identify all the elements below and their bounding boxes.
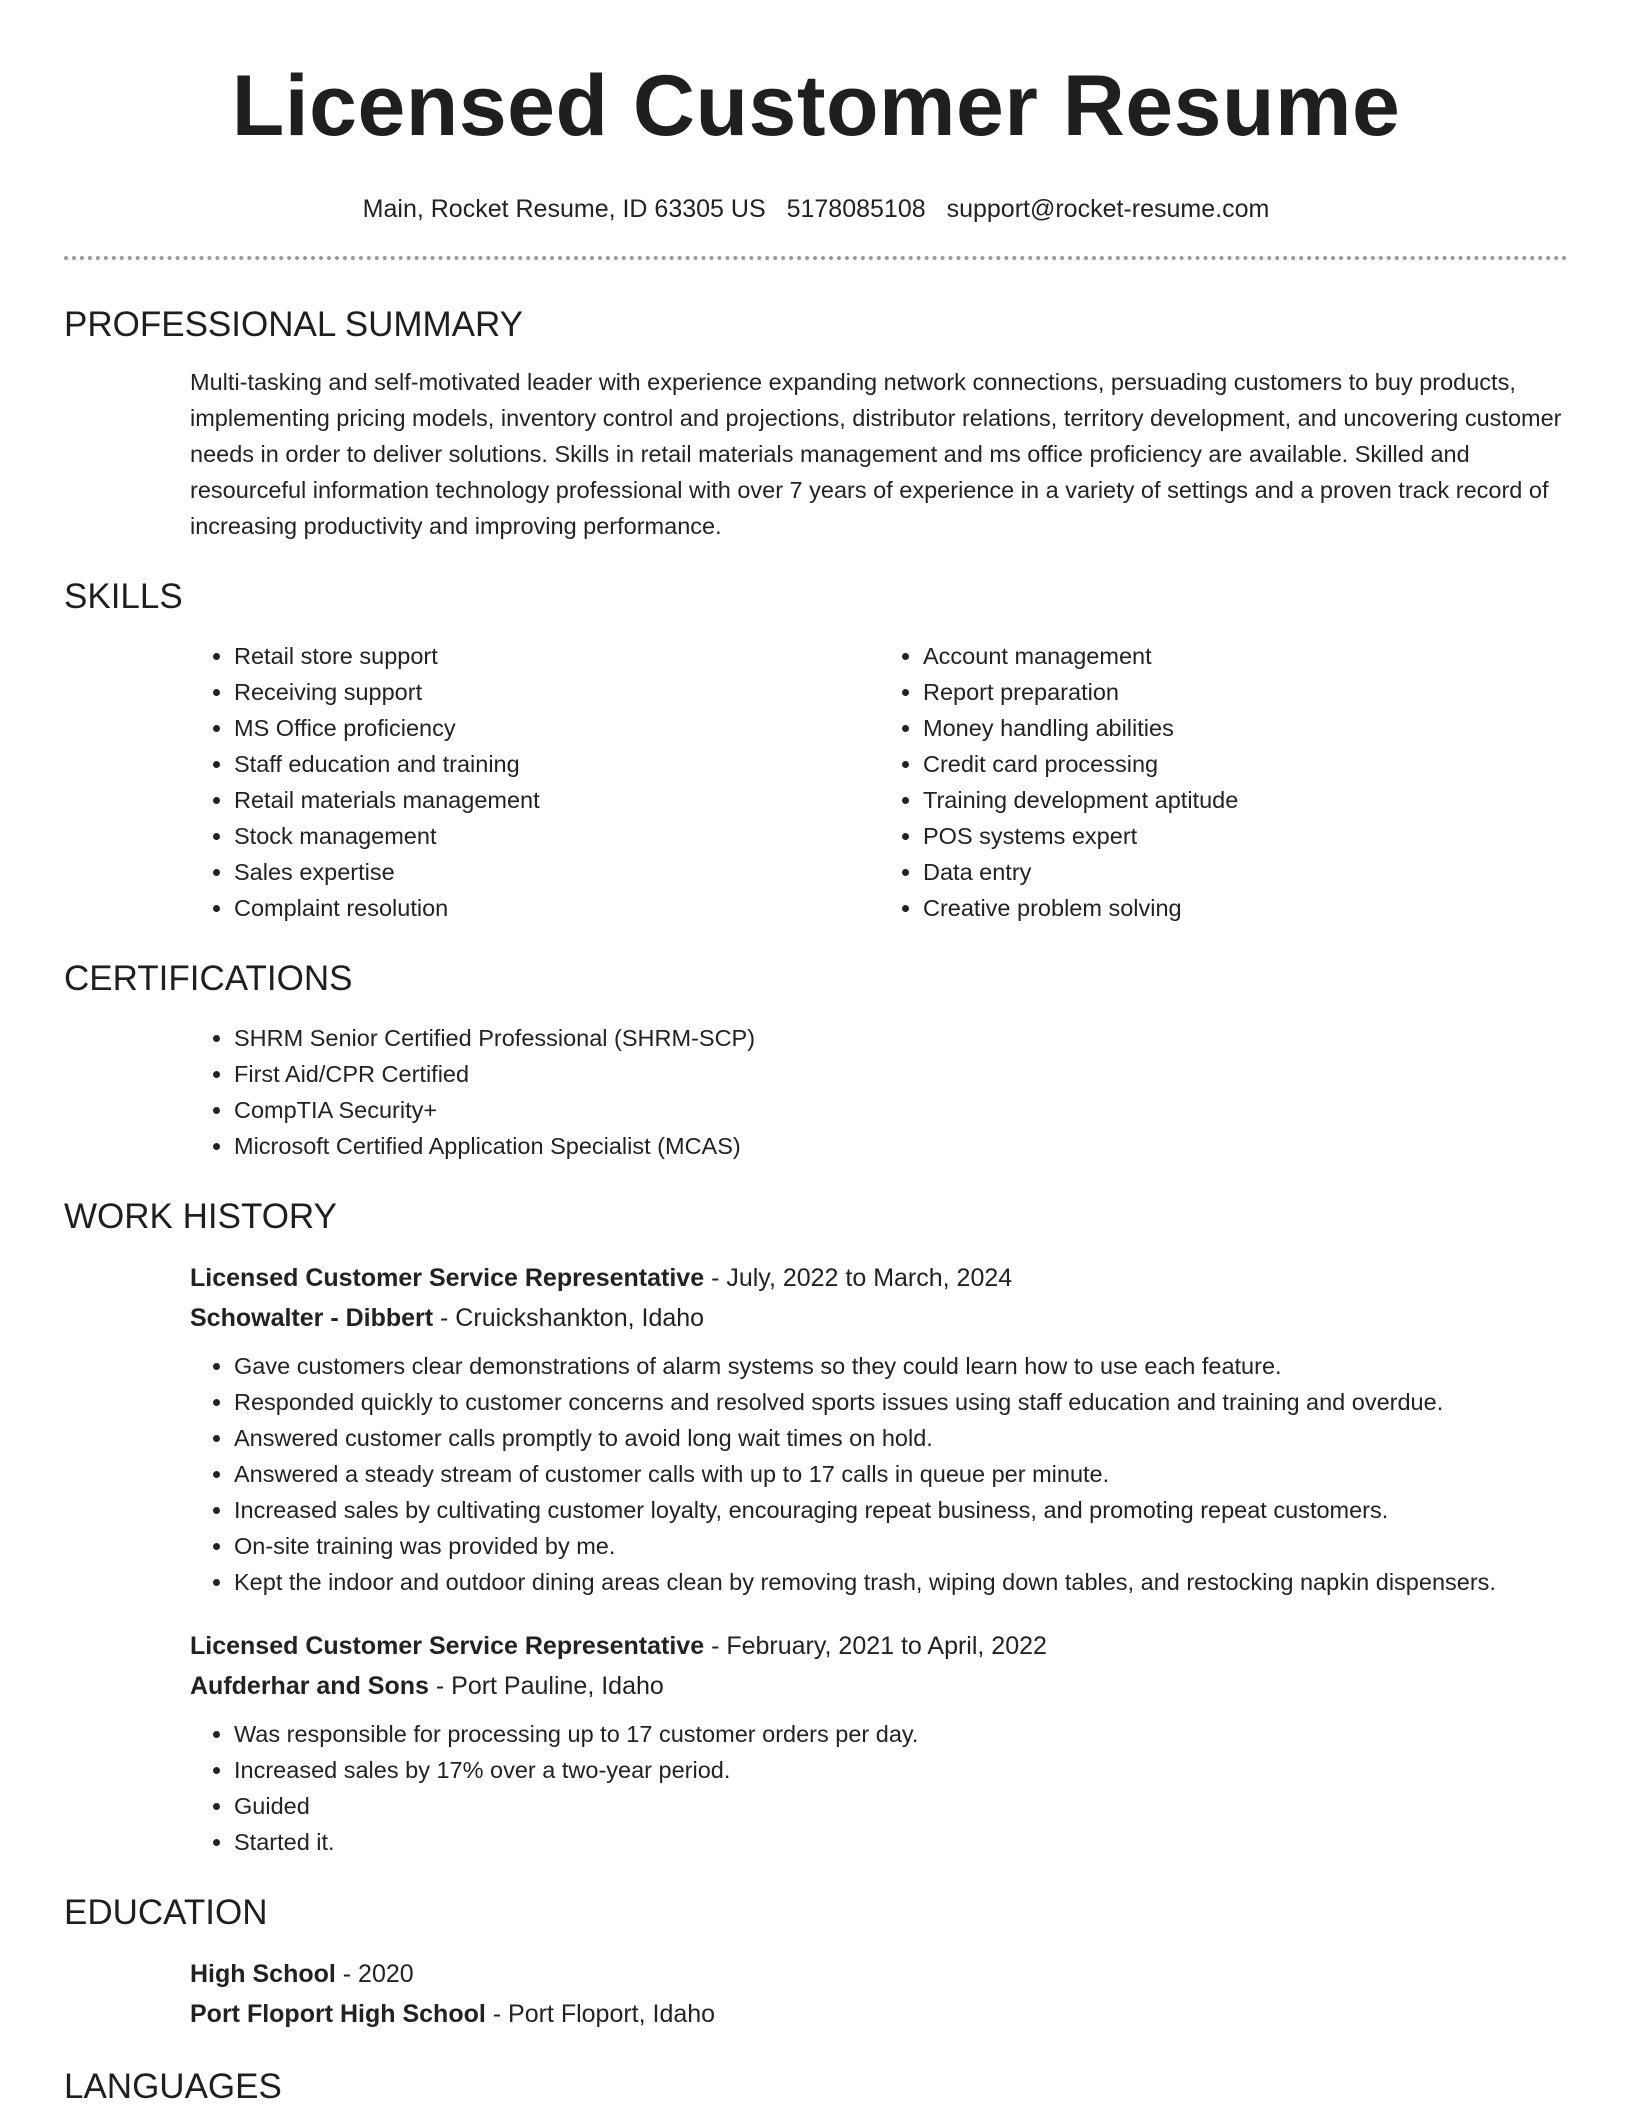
skill-item: • Money handling abilities (923, 710, 1568, 746)
skills-list-left (190, 638, 879, 926)
job-duty-item: • Gave customers clear demonstrations of alarm systems so they could learn how to use each feature. (234, 1348, 1568, 1384)
job-dates: - July, 2022 to March, 2024 (704, 1264, 1013, 1292)
job-duty-item: • On-site training was provided by me. (234, 1528, 1568, 1564)
section-title-skills: SKILLS (64, 577, 183, 616)
section-title-certifications: CERTIFICATIONS (64, 959, 353, 998)
job-duties-list (190, 1716, 1568, 1860)
skill-item: • Training development aptitude (923, 782, 1568, 818)
job-duty-item: • Increased sales by 17% over a two-year period. (234, 1752, 1568, 1788)
summary-text: Multi-tasking and self-motivated leader with experience expanding network connections, persuading customers to buy products, implementing pricing models, inventory control and projections, distributor relations, territory development, and uncovering customer needs in order to deliver solutions. Skills in retail materials management and ms office proficiency are available. Skilled and resourceful information technology professional with over 7 years of experience in a variety of settings and a proven track record of increasing productivity and improving performance. (190, 369, 1562, 539)
job-duties-list (190, 1348, 1568, 1600)
work-history-section (64, 1196, 1568, 1860)
skill-item: • POS systems expert (923, 818, 1568, 854)
skill-item: • Sales expertise (234, 854, 879, 890)
skill-item: • Staff education and training (234, 746, 879, 782)
job-duty-item: • Was responsible for processing up to 17 customer orders per day. (234, 1716, 1568, 1752)
skills-columns (190, 638, 1568, 926)
job-duty-item: • Answered a steady stream of customer calls with up to 17 calls in queue per minute. (234, 1456, 1568, 1492)
certification-item: • Microsoft Certified Application Specialist (MCAS) (234, 1128, 1568, 1164)
education-school: Port Floport High School (190, 2000, 486, 2028)
certification-item: • First Aid/CPR Certified (234, 1056, 1568, 1092)
education-year: - 2020 (335, 1960, 414, 1988)
skill-item: • Receiving support (234, 674, 879, 710)
section-title-summary: PROFESSIONAL SUMMARY (64, 305, 523, 344)
skills-section (64, 576, 1568, 926)
skill-item: • Stock management (234, 818, 879, 854)
education-degree: High School (190, 1960, 336, 1988)
skill-item: • Creative problem solving (923, 890, 1568, 926)
job-duty-item: • Started it. (234, 1824, 1568, 1860)
skill-item: • Retail store support (234, 638, 879, 674)
header-divider (64, 256, 1568, 260)
job-duty-item: • Responded quickly to customer concerns and resolved sports issues using staff education and training and overdue. (234, 1384, 1568, 1420)
job-role: Licensed Customer Service Representative (190, 1264, 705, 1292)
skills-list-right (879, 638, 1568, 926)
certifications-body (190, 1020, 1568, 1164)
education-location: - Port Floport, Idaho (485, 2000, 716, 2028)
job-location: - Cruickshankton, Idaho (433, 1304, 705, 1332)
job-title-line (190, 1626, 1568, 1666)
job-company: Aufderhar and Sons (190, 1672, 429, 1700)
contact-line (64, 194, 1568, 224)
education-school-line (190, 1994, 1568, 2034)
certifications-list (190, 1020, 1568, 1164)
job-dates: - February, 2021 to April, 2022 (704, 1632, 1047, 1660)
skill-item: • Report preparation (923, 674, 1568, 710)
section-title-languages: LANGUAGES (64, 2067, 282, 2106)
contact-address: Main, Rocket Resume, ID 63305 US (362, 195, 766, 223)
skill-item: • Retail materials management (234, 782, 879, 818)
certifications-section (64, 958, 1568, 1164)
job-duty-item: • Answered customer calls promptly to avoid long wait times on hold. (234, 1420, 1568, 1456)
languages-section (64, 2066, 1568, 2108)
job-duty-item: • Increased sales by cultivating customer loyalty, encouraging repeat business, and promoting repeat customers. (234, 1492, 1568, 1528)
job-company-line (190, 1666, 1568, 1706)
job-company: Schowalter - Dibbert (190, 1304, 434, 1332)
job-title-line (190, 1258, 1568, 1298)
job-role: Licensed Customer Service Representative (190, 1632, 705, 1660)
summary-section (64, 304, 1568, 544)
education-entry (190, 1954, 1568, 2034)
education-section (64, 1892, 1568, 2034)
skill-item: • MS Office proficiency (234, 710, 879, 746)
resume-title: Licensed Customer Resume (231, 58, 1401, 154)
certification-item: • SHRM Senior Certified Professional (SHRM-SCP) (234, 1020, 1568, 1056)
skill-item: • Account management (923, 638, 1568, 674)
section-title-work-history: WORK HISTORY (64, 1197, 337, 1236)
contact-phone: 5178085108 (786, 195, 926, 223)
certification-item: • CompTIA Security+ (234, 1092, 1568, 1128)
education-degree-line (190, 1954, 1568, 1994)
section-title-education: EDUCATION (64, 1893, 268, 1932)
job-entry (190, 1626, 1568, 1860)
job-entry (190, 1258, 1568, 1600)
job-company-line (190, 1298, 1568, 1338)
job-duty-item: • Guided (234, 1788, 1568, 1824)
contact-email: support@rocket-resume.com (946, 195, 1270, 223)
job-location: - Port Pauline, Idaho (428, 1672, 664, 1700)
job-duty-item: • Kept the indoor and outdoor dining areas clean by removing trash, wiping down tables, and restocking napkin dispensers. (234, 1564, 1568, 1600)
skill-item: • Credit card processing (923, 746, 1568, 782)
skill-item: • Data entry (923, 854, 1568, 890)
skill-item: • Complaint resolution (234, 890, 879, 926)
